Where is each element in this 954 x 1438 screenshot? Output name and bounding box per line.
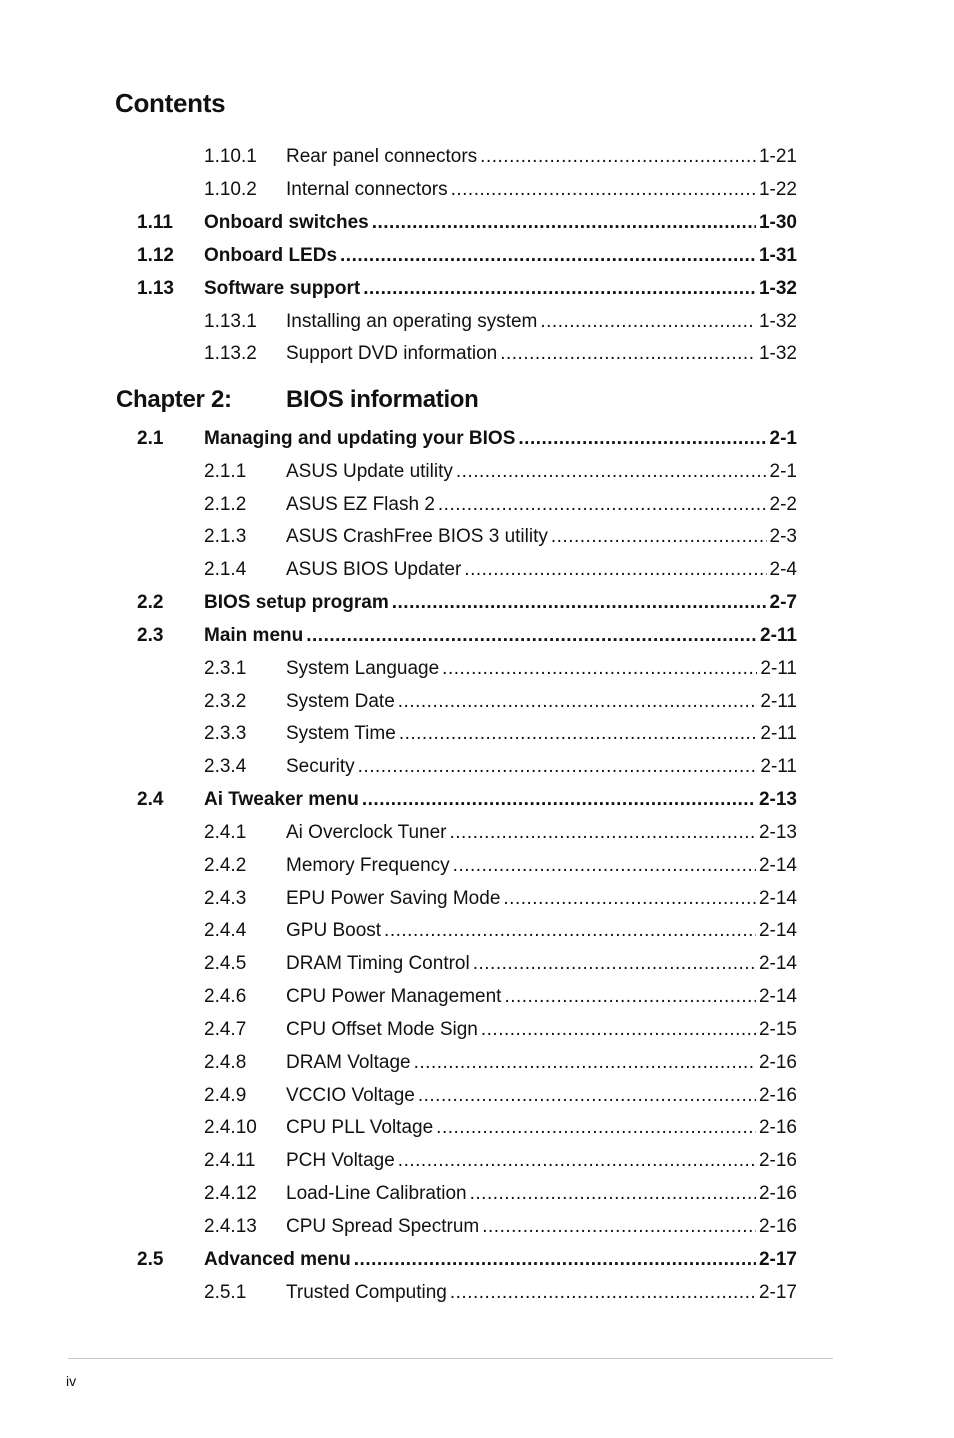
toc-dot-leader <box>436 1114 756 1142</box>
toc-entry-number: 2.3.1 <box>204 657 247 679</box>
toc-entry-page: 2-17 <box>758 1248 797 1270</box>
toc-dot-leader <box>504 983 756 1011</box>
toc-entry-page: 2-1 <box>769 428 797 449</box>
toc-entry-page: 2-16 <box>758 1215 797 1237</box>
toc-entry-number: 2.4.8 <box>204 1051 247 1073</box>
toc-entry-row <box>286 491 797 519</box>
toc-entry-label: Memory Frequency <box>286 854 450 876</box>
toc-entry-row <box>286 1279 797 1307</box>
toc-entry-row <box>286 458 797 486</box>
toc-dot-leader <box>450 819 756 847</box>
toc-dot-leader <box>450 1279 756 1307</box>
toc-entry-number: 2.4.9 <box>204 1084 247 1106</box>
toc-entry-page: 2-3 <box>769 526 797 548</box>
toc-entry[interactable] <box>0 275 954 303</box>
toc-dot-leader <box>398 688 758 716</box>
toc-entry-row <box>286 720 797 748</box>
toc-entry[interactable] <box>0 950 954 978</box>
toc-dot-leader <box>464 556 766 584</box>
toc-entry-row <box>286 655 797 683</box>
toc-entry-number: 2.1 <box>137 428 164 449</box>
toc-entry-number: 2.4.3 <box>204 887 247 909</box>
toc-entry[interactable] <box>0 176 954 204</box>
toc-entry-row <box>286 340 797 368</box>
toc-dot-leader <box>503 885 756 913</box>
toc-dot-leader <box>451 176 756 204</box>
toc-entry-row <box>286 176 797 204</box>
toc-dot-leader <box>398 1147 756 1175</box>
toc-entry-row <box>204 1246 797 1274</box>
toc-entry-label: Software support <box>204 277 361 299</box>
toc-entry-label: ASUS BIOS Updater <box>286 559 462 581</box>
toc-entry-label: Ai Tweaker menu <box>204 789 359 811</box>
toc-entry-label: ASUS Update utility <box>286 460 453 482</box>
toc-entry[interactable] <box>0 655 954 683</box>
toc-entry-row <box>286 1016 797 1044</box>
toc-dot-leader <box>399 720 758 748</box>
toc-entry[interactable] <box>0 753 954 781</box>
toc-entry-page: 2-11 <box>760 657 797 679</box>
toc-entry-page: 2-15 <box>758 1018 797 1040</box>
toc-entry-number: 2.4.4 <box>204 920 247 942</box>
toc-entry-page: 1-32 <box>758 277 797 299</box>
toc-dot-leader <box>470 1180 756 1208</box>
toc-entry-page: 2-13 <box>758 789 797 811</box>
toc-entry-row <box>204 786 797 814</box>
toc-entry-page: 2-11 <box>760 690 797 712</box>
toc-entry[interactable] <box>0 1246 954 1274</box>
toc-entry[interactable] <box>0 1213 954 1241</box>
toc-entry-row <box>286 1180 797 1208</box>
toc-entry-page: 2-16 <box>758 1150 797 1172</box>
toc-entry-label: VCCIO Voltage <box>286 1084 415 1106</box>
toc-dot-leader <box>551 523 767 551</box>
toc-entry-number: 2.4.1 <box>204 821 247 843</box>
toc-dot-leader <box>438 491 767 519</box>
toc-entry-label: System Time <box>286 723 396 745</box>
toc-entry-number: 1.10.2 <box>204 178 257 200</box>
toc-entry-number: 2.1.2 <box>204 493 247 515</box>
toc-entry-label: System Language <box>286 657 440 679</box>
toc-entry-row <box>286 523 797 551</box>
toc-entry-label: System Date <box>286 690 395 712</box>
toc-dot-leader <box>540 308 756 336</box>
toc-entry-row <box>286 917 797 945</box>
toc-entry-number: 2.4.6 <box>204 986 247 1008</box>
toc-entry-page: 2-13 <box>758 821 797 843</box>
toc-entry-number: 2.1.1 <box>204 460 247 482</box>
toc-dot-leader <box>392 589 767 617</box>
toc-entry-page: 2-2 <box>769 493 797 515</box>
toc-entry-label: CPU Power Management <box>286 986 502 1008</box>
toc-dot-leader <box>473 950 756 978</box>
toc-entry-row <box>286 143 797 171</box>
toc-entry-number: 1.12 <box>137 244 174 266</box>
toc-entry[interactable] <box>0 885 954 913</box>
toc-entry-number: 2.4.12 <box>204 1183 257 1205</box>
toc-entry-row <box>286 556 797 584</box>
toc-entry-page: 2-11 <box>760 723 797 745</box>
toc-entry-row <box>286 1082 797 1110</box>
toc-entry-page: 2-4 <box>769 559 797 581</box>
toc-entry-label: CPU PLL Voltage <box>286 1117 434 1139</box>
toc-entry-label: Installing an operating system <box>286 310 538 332</box>
toc-entry-row <box>204 589 797 617</box>
toc-dot-leader <box>442 655 757 683</box>
toc-entry[interactable] <box>0 491 954 519</box>
footer-page-number: iv <box>66 1373 77 1389</box>
toc-entry-page: 1-21 <box>758 146 797 167</box>
toc-entry-label: Rear panel connectors <box>286 146 478 167</box>
toc-entry[interactable] <box>0 1180 954 1208</box>
toc-dot-leader <box>481 1016 756 1044</box>
toc-entry-number: 2.4.13 <box>204 1215 257 1237</box>
toc-entry-number: 1.13.1 <box>204 310 257 332</box>
toc-entry-label: Managing and updating your BIOS <box>204 428 516 449</box>
toc-entry-row <box>286 819 797 847</box>
toc-entry-label: Trusted Computing <box>286 1281 447 1303</box>
toc-entry-label: EPU Power Saving Mode <box>286 887 501 909</box>
toc-entry-page: 2-7 <box>769 592 797 614</box>
toc-entry-number: 2.1.4 <box>204 559 247 581</box>
toc-entry-label: Main menu <box>204 624 304 646</box>
toc-entry-label: Security <box>286 756 355 778</box>
toc-entry[interactable] <box>0 917 954 945</box>
toc-entry-label: Load-Line Calibration <box>286 1183 467 1205</box>
toc-entry-page: 1-31 <box>758 244 797 266</box>
toc-entry-row <box>286 852 797 880</box>
toc-dot-leader <box>518 425 766 453</box>
toc-entry-row <box>286 1147 797 1175</box>
toc-entry-label: Support DVD information <box>286 343 498 365</box>
toc-entry-page: 2-16 <box>758 1183 797 1205</box>
toc-entry-row <box>204 209 797 237</box>
toc-entry-number: 2.4 <box>137 789 164 811</box>
chapter-title: BIOS information <box>286 386 479 413</box>
toc-entry-page: 1-22 <box>758 178 797 200</box>
toc-entry-page: 2-14 <box>758 986 797 1008</box>
toc-entry-page: 2-14 <box>758 953 797 975</box>
toc-entry-page: 2-17 <box>758 1281 797 1303</box>
toc-entry-number: 2.3.3 <box>204 723 247 745</box>
toc-dot-leader <box>453 852 756 880</box>
toc-entry-row <box>204 242 797 270</box>
toc-dot-leader <box>372 209 756 237</box>
toc-entry-number: 2.4.11 <box>204 1150 256 1172</box>
toc-dot-leader <box>354 1246 756 1274</box>
toc-dot-leader <box>363 275 756 303</box>
toc-entry-label: BIOS setup program <box>204 592 389 614</box>
toc-entry-label: DRAM Voltage <box>286 1051 411 1073</box>
toc-entry-page: 2-11 <box>760 756 797 778</box>
toc-entry[interactable] <box>0 425 954 453</box>
toc-entry[interactable] <box>0 1279 954 1307</box>
chapter-heading <box>116 386 479 414</box>
toc-entry-label: CPU Offset Mode Sign <box>286 1018 478 1040</box>
toc-dot-leader <box>480 143 756 171</box>
toc-entry[interactable] <box>0 308 954 336</box>
toc-dot-leader <box>362 786 756 814</box>
footer-divider <box>68 1358 833 1359</box>
toc-entry-page: 2-16 <box>758 1084 797 1106</box>
toc-entry-row <box>286 688 797 716</box>
toc-entry[interactable] <box>0 242 954 270</box>
toc-entry-row <box>286 308 797 336</box>
toc-entry-page: 2-14 <box>758 854 797 876</box>
toc-dot-leader <box>358 753 758 781</box>
toc-entry-number: 2.3.2 <box>204 690 247 712</box>
toc-entry-number: 1.10.1 <box>204 146 257 167</box>
toc-entry[interactable] <box>0 143 954 171</box>
toc-entry-number: 1.13 <box>137 277 174 299</box>
toc-entry-number: 2.3 <box>137 624 164 646</box>
toc-dot-leader <box>414 1049 756 1077</box>
toc-entry[interactable] <box>0 720 954 748</box>
toc-entry[interactable] <box>0 523 954 551</box>
toc-entry-number: 2.4.7 <box>204 1018 247 1040</box>
toc-entry[interactable] <box>0 340 954 368</box>
toc-entry-label: ASUS CrashFree BIOS 3 utility <box>286 526 548 548</box>
toc-entry-row <box>286 1213 797 1241</box>
toc-entry-row <box>204 622 797 650</box>
toc-dot-leader <box>500 340 756 368</box>
toc-entry-number: 1.13.2 <box>204 343 257 365</box>
toc-dot-leader <box>306 622 757 650</box>
toc-entry[interactable] <box>0 1049 954 1077</box>
toc-entry[interactable] <box>0 819 954 847</box>
toc-entry-number: 2.5 <box>137 1248 164 1270</box>
toc-entry[interactable] <box>0 1147 954 1175</box>
toc-entry-page: 2-11 <box>760 624 797 646</box>
toc-entry-label: DRAM Timing Control <box>286 953 470 975</box>
toc-dot-leader <box>456 458 767 486</box>
toc-entry[interactable] <box>0 786 954 814</box>
toc-entry-row <box>286 950 797 978</box>
toc-dot-leader <box>340 242 756 270</box>
toc-dot-leader <box>384 917 756 945</box>
toc-entry-label: Onboard switches <box>204 211 369 233</box>
toc-dot-leader <box>482 1213 756 1241</box>
toc-entry[interactable] <box>0 458 954 486</box>
toc-entry-row <box>286 753 797 781</box>
toc-entry[interactable] <box>0 688 954 716</box>
toc-entry-page: 1-32 <box>758 343 797 365</box>
toc-entry-label: CPU Spread Spectrum <box>286 1215 480 1237</box>
toc-entry-label: Onboard LEDs <box>204 244 338 266</box>
toc-entry-number: 2.4.2 <box>204 854 247 876</box>
toc-entry[interactable] <box>0 1082 954 1110</box>
toc-entry[interactable] <box>0 852 954 880</box>
toc-entry-page: 1-30 <box>758 211 797 233</box>
toc-entry-label: Internal connectors <box>286 178 448 200</box>
toc-entry-page: 2-14 <box>758 887 797 909</box>
toc-dot-leader <box>418 1082 756 1110</box>
toc-entry-number: 1.11 <box>137 211 173 233</box>
toc-entry-row <box>286 1049 797 1077</box>
toc-entry[interactable] <box>0 983 954 1011</box>
page-title: Contents <box>115 88 226 118</box>
toc-entry[interactable] <box>0 1114 954 1142</box>
toc-entry-row <box>286 885 797 913</box>
toc-entry-label: Ai Overclock Tuner <box>286 821 447 843</box>
toc-entry[interactable] <box>0 622 954 650</box>
toc-entry[interactable] <box>0 589 954 617</box>
toc-entry-page: 2-16 <box>758 1051 797 1073</box>
toc-entry-page: 2-1 <box>769 460 797 482</box>
toc-entry-row <box>204 275 797 303</box>
toc-entry-label: PCH Voltage <box>286 1150 395 1172</box>
toc-entry-page: 2-16 <box>758 1117 797 1139</box>
toc-entry-number: 2.2 <box>137 592 164 614</box>
toc-entry-number: 2.4.10 <box>204 1117 257 1139</box>
toc-entry-number: 2.5.1 <box>204 1281 247 1303</box>
toc-entry-number: 2.4.5 <box>204 953 247 975</box>
toc-entry[interactable] <box>0 556 954 584</box>
toc-entry-label: GPU Boost <box>286 920 382 942</box>
toc-entry-row <box>286 1114 797 1142</box>
toc-entry-row <box>286 983 797 1011</box>
toc-entry-label: ASUS EZ Flash 2 <box>286 493 435 515</box>
toc-entry[interactable] <box>0 1016 954 1044</box>
chapter-number: Chapter 2: <box>116 386 232 413</box>
toc-entry-row <box>204 425 797 453</box>
toc-entry-number: 2.3.4 <box>204 756 247 778</box>
toc-entry-label: Advanced menu <box>204 1248 351 1270</box>
toc-entry[interactable] <box>0 209 954 237</box>
toc-entry-number: 2.1.3 <box>204 526 247 548</box>
toc-entry-page: 2-14 <box>758 920 797 942</box>
toc-entry-page: 1-32 <box>758 310 797 332</box>
